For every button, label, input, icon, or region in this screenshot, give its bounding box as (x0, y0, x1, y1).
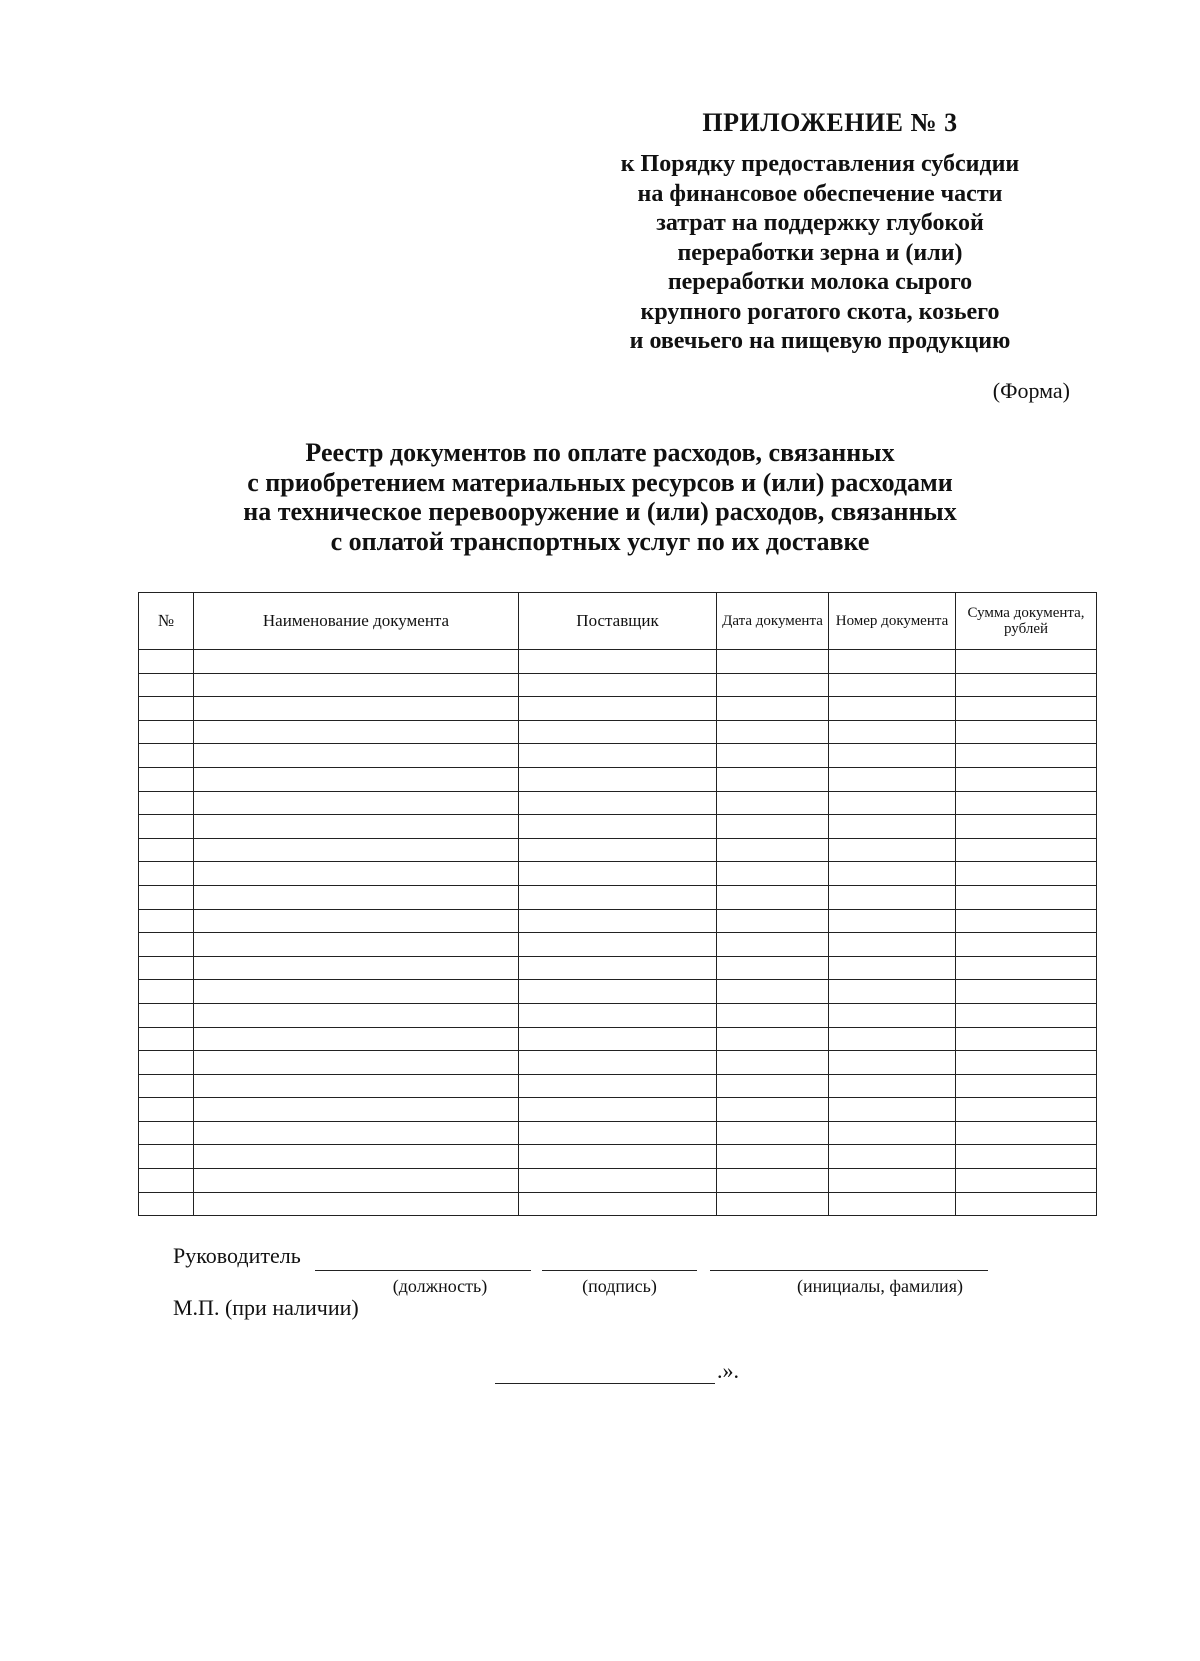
table-cell (717, 909, 829, 933)
column-header-document-date: Дата документа (717, 593, 829, 650)
appendix-title: ПРИЛОЖЕНИЕ № 3 (702, 108, 958, 137)
table-cell (139, 1074, 194, 1098)
table-cell (717, 885, 829, 909)
table-cell (956, 1192, 1097, 1216)
table-cell (717, 1169, 829, 1193)
table-cell (956, 980, 1097, 1004)
table-cell (194, 909, 519, 933)
table-cell (519, 1074, 717, 1098)
table-cell (956, 862, 1097, 886)
table-cell (717, 1074, 829, 1098)
table-cell (956, 1003, 1097, 1027)
table-cell (139, 838, 194, 862)
table-cell (956, 791, 1097, 815)
appendix-line: на финансовое обеспечение части (637, 180, 1003, 207)
table-row (139, 933, 1097, 957)
table-cell (717, 1098, 829, 1122)
table-cell (139, 1003, 194, 1027)
table-cell (139, 673, 194, 697)
position-caption: (должность) (392, 1276, 488, 1296)
table-cell (956, 1051, 1097, 1075)
table-cell (139, 1027, 194, 1051)
table-cell (519, 1003, 717, 1027)
table-cell (139, 1051, 194, 1075)
table-cell (956, 1098, 1097, 1122)
table-cell (829, 1051, 956, 1075)
table-row (139, 650, 1097, 674)
table-cell (194, 767, 519, 791)
table-cell (829, 1003, 956, 1027)
table-row (139, 1074, 1097, 1098)
stamp-label: М.П. (при наличии) (173, 1295, 359, 1320)
table-cell (139, 862, 194, 886)
table-cell (956, 720, 1097, 744)
table-cell (519, 1145, 717, 1169)
table-row (139, 744, 1097, 768)
table-cell (139, 767, 194, 791)
table-cell (717, 744, 829, 768)
table-cell (519, 744, 717, 768)
table-cell (717, 720, 829, 744)
table-cell (717, 980, 829, 1004)
table-cell (194, 1121, 519, 1145)
table-cell (829, 815, 956, 839)
table-cell (956, 1169, 1097, 1193)
table-cell (829, 1169, 956, 1193)
table-cell (717, 956, 829, 980)
appendix-line: крупного рогатого скота, козьего (640, 298, 1000, 325)
table-cell (717, 1192, 829, 1216)
table-cell (519, 720, 717, 744)
table-cell (519, 650, 717, 674)
table-cell (717, 767, 829, 791)
table-cell (829, 1074, 956, 1098)
column-header-number: № (139, 593, 194, 650)
table-cell (519, 673, 717, 697)
table-cell (717, 1027, 829, 1051)
table-cell (829, 933, 956, 957)
table-row (139, 1121, 1097, 1145)
name-line (710, 1270, 988, 1271)
table-cell (519, 815, 717, 839)
table-row (139, 1169, 1097, 1193)
table-row (139, 956, 1097, 980)
table-cell (956, 1121, 1097, 1145)
column-header-document-amount: Сумма документа, рублей (956, 593, 1097, 650)
table-row (139, 909, 1097, 933)
table-row (139, 1145, 1097, 1169)
table-row (139, 862, 1097, 886)
table-cell (139, 1145, 194, 1169)
table-cell (829, 885, 956, 909)
table-cell (717, 1051, 829, 1075)
table-cell (139, 791, 194, 815)
closing-mark: .». (717, 1358, 739, 1383)
table-row (139, 1098, 1097, 1122)
table-cell (519, 697, 717, 721)
table-cell (519, 862, 717, 886)
table-cell (519, 1121, 717, 1145)
table-cell (139, 1098, 194, 1122)
table-cell (956, 767, 1097, 791)
table-cell (194, 697, 519, 721)
table-cell (139, 956, 194, 980)
leader-label: Руководитель (173, 1243, 301, 1268)
table-cell (139, 1192, 194, 1216)
table-cell (829, 697, 956, 721)
table-cell (956, 1145, 1097, 1169)
table-cell (194, 1098, 519, 1122)
table-row (139, 673, 1097, 697)
table-cell (519, 933, 717, 957)
table-cell (519, 956, 717, 980)
table-cell (829, 744, 956, 768)
table-cell (194, 744, 519, 768)
table-cell (717, 673, 829, 697)
table-cell (139, 744, 194, 768)
table-cell (829, 838, 956, 862)
table-cell (194, 838, 519, 862)
table-cell (194, 956, 519, 980)
table-cell (194, 933, 519, 957)
signature-line (542, 1270, 697, 1271)
table-cell (956, 650, 1097, 674)
table-cell (829, 1145, 956, 1169)
table-row (139, 1192, 1097, 1216)
table-cell (717, 1121, 829, 1145)
table-row (139, 980, 1097, 1004)
document-title (150, 438, 1050, 556)
table-cell (194, 1027, 519, 1051)
table-cell (956, 909, 1097, 933)
table-cell (519, 1169, 717, 1193)
table-row (139, 697, 1097, 721)
column-header-supplier: Поставщик (519, 593, 717, 650)
table-cell (139, 650, 194, 674)
position-line (315, 1270, 531, 1271)
table-cell (956, 744, 1097, 768)
table-cell (956, 697, 1097, 721)
table-cell (194, 650, 519, 674)
signature-caption: (подпись) (582, 1276, 657, 1296)
table-cell (194, 885, 519, 909)
table-header-row (139, 593, 1097, 650)
table-cell (519, 1027, 717, 1051)
table-row (139, 1003, 1097, 1027)
table-cell (717, 650, 829, 674)
table-cell (829, 791, 956, 815)
table-cell (717, 1145, 829, 1169)
table-cell (194, 862, 519, 886)
table-cell (194, 1074, 519, 1098)
table-cell (956, 885, 1097, 909)
table-cell (519, 767, 717, 791)
table-cell (194, 791, 519, 815)
name-caption: (инициалы, фамилия) (797, 1276, 963, 1296)
table-cell (829, 1027, 956, 1051)
table-cell (139, 885, 194, 909)
closing-line (495, 1383, 715, 1384)
table-cell (829, 980, 956, 1004)
table-cell (194, 720, 519, 744)
table-cell (194, 1003, 519, 1027)
table-cell (194, 673, 519, 697)
table-cell (829, 767, 956, 791)
table-cell (829, 956, 956, 980)
table-cell (956, 1027, 1097, 1051)
table-cell (829, 1098, 956, 1122)
table-cell (829, 862, 956, 886)
column-header-document-number: Номер документа (829, 593, 956, 650)
table-cell (139, 697, 194, 721)
table-cell (829, 909, 956, 933)
table-cell (519, 1192, 717, 1216)
table-cell (829, 1192, 956, 1216)
appendix-line: и овечьего на пищевую продукцию (629, 328, 1011, 354)
table-cell (829, 673, 956, 697)
table-cell (717, 815, 829, 839)
table-cell (194, 1169, 519, 1193)
table-cell (519, 1051, 717, 1075)
table-cell (717, 791, 829, 815)
table-cell (829, 650, 956, 674)
registry-table-body (139, 650, 1097, 1216)
table-cell (519, 909, 717, 933)
table-cell (829, 1121, 956, 1145)
table-cell (717, 838, 829, 862)
registry-table (138, 592, 1097, 1216)
table-cell (956, 956, 1097, 980)
table-cell (139, 815, 194, 839)
table-row (139, 1027, 1097, 1051)
table-cell (139, 1169, 194, 1193)
table-cell (519, 791, 717, 815)
table-row (139, 720, 1097, 744)
table-cell (956, 673, 1097, 697)
table-cell (194, 1192, 519, 1216)
table-cell (139, 933, 194, 957)
table-row (139, 1051, 1097, 1075)
table-row (139, 838, 1097, 862)
document-title-line: Реестр документов по оплате расходов, связанных (305, 438, 895, 467)
table-cell (717, 1003, 829, 1027)
column-header-document-name: Наименование документа (194, 593, 519, 650)
table-row (139, 791, 1097, 815)
table-cell (139, 720, 194, 744)
table-row (139, 815, 1097, 839)
table-cell (194, 815, 519, 839)
table-cell (139, 1121, 194, 1145)
appendix-line: к Порядку предоставления субсидии (620, 151, 1020, 177)
document-title-line: на техническое перевооружение и (или) расходов, связанных (243, 497, 957, 526)
appendix-line: переработки молока сырого (667, 269, 973, 295)
appendix-line: затрат на поддержку глубокой (656, 210, 984, 236)
table-cell (956, 815, 1097, 839)
table-cell (139, 909, 194, 933)
table-cell (717, 697, 829, 721)
table-cell (194, 980, 519, 1004)
document-title-line: с приобретением материальных ресурсов и (или) расходами (247, 467, 953, 497)
table-cell (519, 885, 717, 909)
table-cell (194, 1051, 519, 1075)
table-cell (139, 980, 194, 1004)
table-row (139, 885, 1097, 909)
table-cell (956, 838, 1097, 862)
table-cell (194, 1145, 519, 1169)
table-cell (956, 1074, 1097, 1098)
table-cell (956, 933, 1097, 957)
table-row (139, 767, 1097, 791)
table-cell (519, 838, 717, 862)
appendix-subtitle (570, 150, 1070, 357)
appendix-line: переработки зерна и (или) (677, 239, 963, 266)
table-cell (717, 862, 829, 886)
form-label: (Форма) (992, 378, 1070, 403)
table-cell (519, 980, 717, 1004)
document-title-line: с оплатой транспортных услуг по их доставке (330, 526, 870, 556)
table-cell (717, 933, 829, 957)
table-cell (829, 720, 956, 744)
table-cell (519, 1098, 717, 1122)
